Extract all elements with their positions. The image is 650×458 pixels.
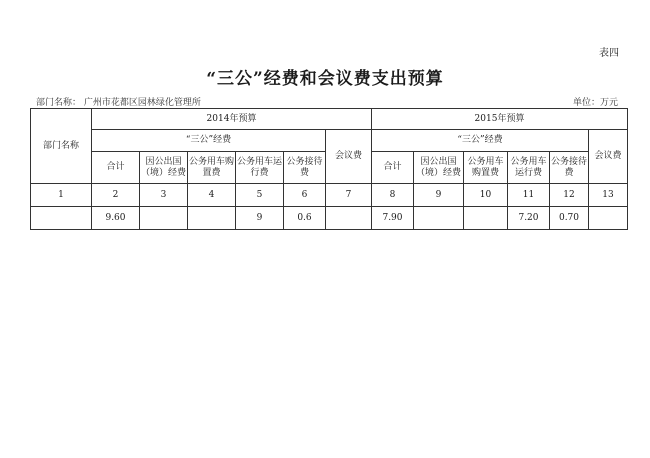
header-row-groups [31, 130, 628, 152]
data-cell-reception-2015: 0.70 [550, 207, 589, 230]
index-cell: 8 [372, 184, 414, 207]
index-cell: 3 [140, 184, 188, 207]
sub-header-abroad-2015: 因公出国（境）经费 [414, 152, 464, 184]
index-cell: 2 [92, 184, 140, 207]
sub-header-car-purchase-2015: 公务用车购置费 [464, 152, 508, 184]
data-cell-total-2014: 9.60 [92, 207, 140, 230]
sub-header-reception-2014: 公务接待费 [284, 152, 326, 184]
data-cell-meeting-2015 [589, 207, 628, 230]
data-cell-abroad-2014 [140, 207, 188, 230]
data-cell-car-purchase-2015 [464, 207, 508, 230]
sangong-2014-header: “三公”经费 [92, 130, 326, 152]
index-cell: 5 [236, 184, 284, 207]
index-cell: 11 [508, 184, 550, 207]
index-cell: 13 [589, 184, 628, 207]
year-2014-header: 2014年预算 [92, 109, 372, 130]
data-cell-meeting-2014 [326, 207, 372, 230]
index-cell: 10 [464, 184, 508, 207]
data-cell-car-operation-2014: 9 [236, 207, 284, 230]
sangong-2015-header: “三公”经费 [372, 130, 589, 152]
department-prefix: 部门名称： [36, 98, 82, 108]
data-cell-total-2015: 7.90 [372, 207, 414, 230]
index-cell: 4 [188, 184, 236, 207]
year-2015-header: 2015年预算 [372, 109, 628, 130]
sub-header-total-2015: 合计 [372, 152, 414, 184]
sub-header-car-purchase-2014: 公务用车购置费 [188, 152, 236, 184]
data-cell-car-operation-2015: 7.20 [508, 207, 550, 230]
department-line [36, 95, 201, 108]
index-cell: 12 [550, 184, 589, 207]
sub-header-reception-2015: 公务接待费 [550, 152, 589, 184]
data-row [31, 207, 628, 230]
department-name: 广州市花都区园林绿化管理所 [83, 98, 201, 108]
sub-header-car-operation-2015: 公务用车运行费 [508, 152, 550, 184]
data-cell-abroad-2015 [414, 207, 464, 230]
index-cell: 1 [31, 184, 92, 207]
data-cell-car-purchase-2014 [188, 207, 236, 230]
meeting-2014-header: 会议费 [326, 130, 372, 184]
page-title: “三公”经费和会议费支出预算 [206, 69, 444, 89]
index-cell: 9 [414, 184, 464, 207]
data-cell-reception-2014: 0.6 [284, 207, 326, 230]
sub-header-car-operation-2014: 公务用车运行费 [236, 152, 284, 184]
sub-header-total-2014: 合计 [92, 152, 140, 184]
meeting-2015-header: 会议费 [589, 130, 628, 184]
index-cell: 7 [326, 184, 372, 207]
data-cell-dept [31, 207, 92, 230]
sub-header-abroad-2014: 因公出国（境）经费 [140, 152, 188, 184]
header-row-years [31, 109, 628, 130]
budget-table [30, 108, 628, 230]
unit-label: 单位：万元 [572, 98, 618, 108]
index-row [31, 184, 628, 207]
table-number-label: 表四 [599, 48, 619, 59]
dept-column-header: 部门名称 [31, 109, 92, 184]
index-cell: 6 [284, 184, 326, 207]
